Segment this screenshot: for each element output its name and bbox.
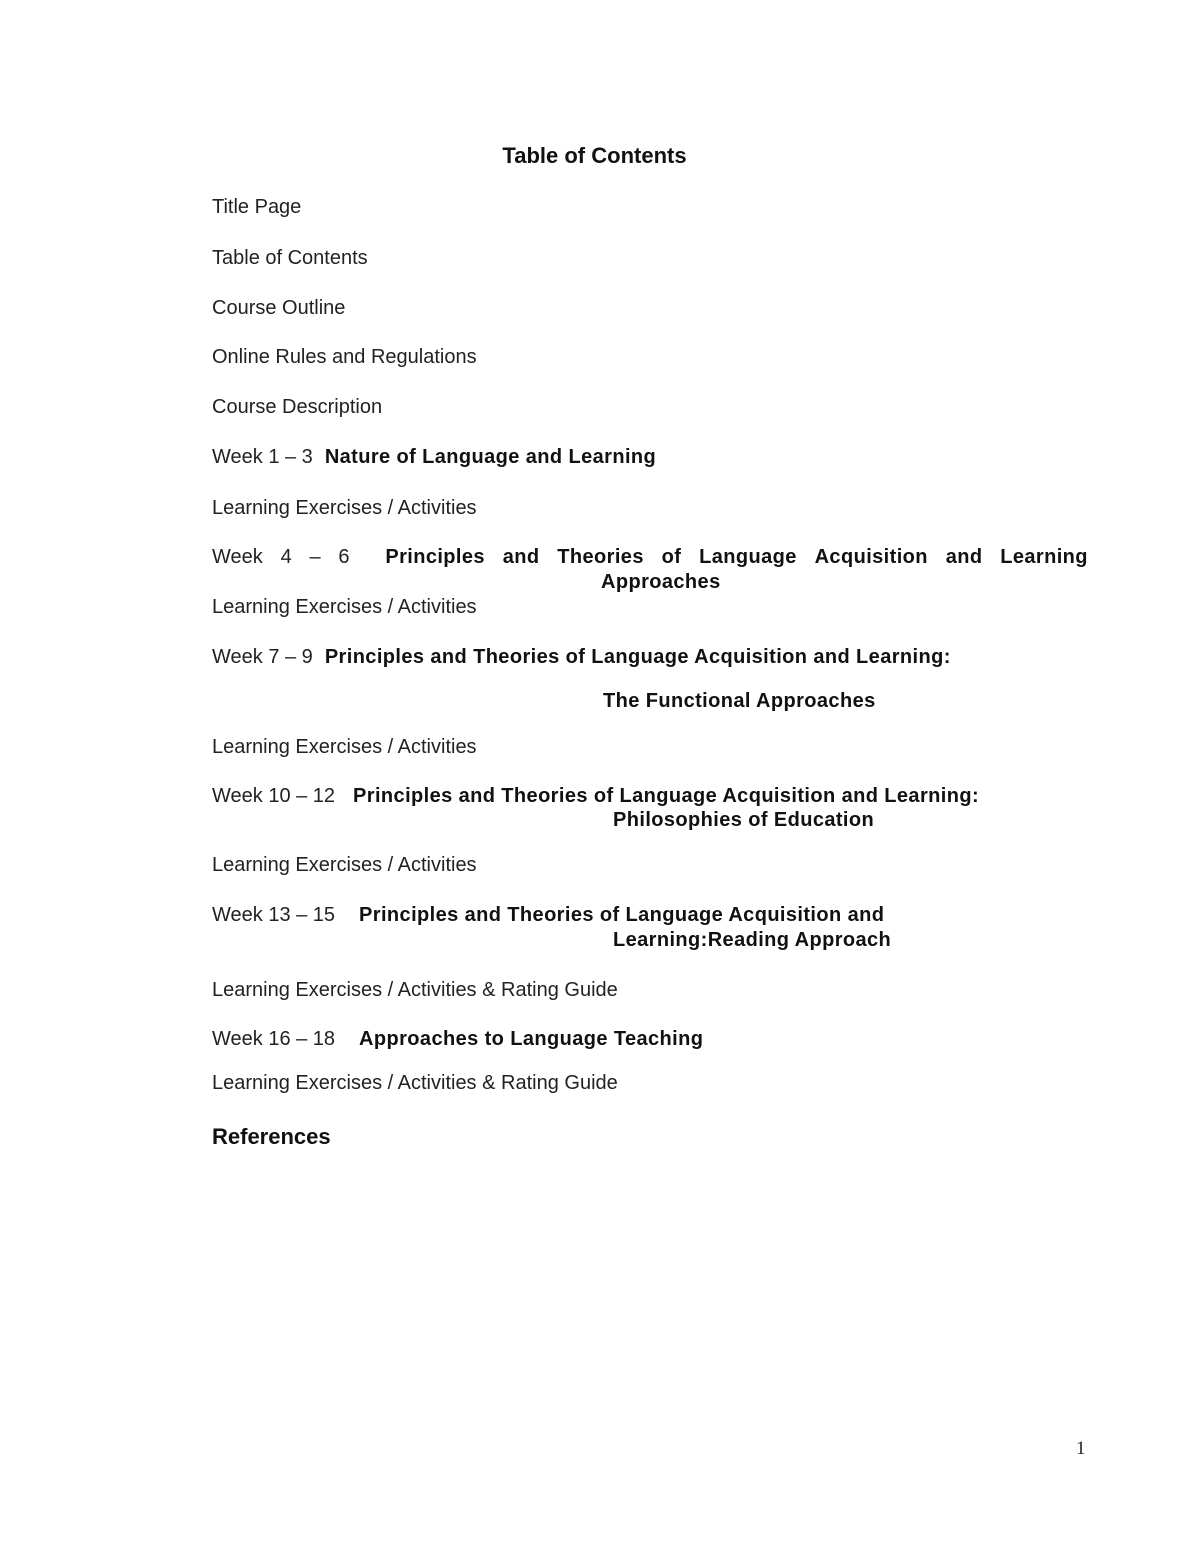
- week-topic: Principles and Theories of Language Acquisition and: [359, 904, 885, 926]
- week-topic: Principles and Theories of Language Acquisition and Learning:: [324, 646, 951, 668]
- week-topic: Nature of Language and Learning: [324, 446, 657, 468]
- week-topic-word: Learning: [1000, 546, 1088, 568]
- week-label: Week 10 – 12: [212, 785, 336, 807]
- week-topic-line2: Approaches: [601, 571, 721, 593]
- week-label: Week 7 – 9: [212, 646, 313, 668]
- page-title: Table of Contents: [502, 143, 687, 168]
- toc-week-7-9: [212, 646, 951, 669]
- toc-week-16-18: [212, 1028, 703, 1051]
- week-topic-word: Acquisition: [814, 546, 928, 568]
- toc-activities-week-4-6: Learning Exercises / Activities: [212, 596, 477, 618]
- week-topic-line2: Learning:Reading Approach: [613, 929, 892, 951]
- toc-week-1-3: [212, 446, 656, 469]
- toc-item-course-description: Course Description: [212, 396, 383, 418]
- toc-activities-week-7-9: Learning Exercises / Activities: [212, 736, 477, 758]
- toc-item-course-outline: Course Outline: [212, 297, 346, 319]
- toc-activities-week-1-3: Learning Exercises / Activities: [212, 497, 477, 519]
- week-label: Week 16 – 18: [212, 1028, 336, 1050]
- toc-week-4-6: [212, 546, 1088, 569]
- toc-week-13-15: [212, 904, 884, 927]
- week-label-word: 6: [338, 546, 350, 568]
- toc-item-table-of-contents: Table of Contents: [212, 247, 368, 269]
- page-number: 1: [1076, 1438, 1086, 1459]
- week-topic-word: and: [502, 546, 540, 568]
- week-topic-word: Theories: [557, 546, 644, 568]
- week-topic-line2: The Functional Approaches: [603, 690, 876, 712]
- week-label-word: Week: [212, 546, 263, 568]
- week-topic: Approaches to Language Teaching: [359, 1028, 704, 1050]
- week-label-word: 4: [280, 546, 292, 568]
- week-label: Week 1 – 3: [212, 446, 313, 468]
- week-label: Week 13 – 15: [212, 904, 336, 926]
- toc-week-10-12: [212, 785, 979, 808]
- toc-activities-week-13-15: Learning Exercises / Activities & Rating Guide: [212, 979, 618, 1001]
- toc-activities-week-10-12: Learning Exercises / Activities: [212, 854, 477, 876]
- week-topic-word: and: [945, 546, 983, 568]
- toc-references: References: [212, 1124, 331, 1149]
- week-topic-word: Language: [699, 546, 797, 568]
- toc-activities-week-16-18: Learning Exercises / Activities & Rating Guide: [212, 1072, 618, 1094]
- week-topic-line2: Philosophies of Education: [613, 809, 875, 831]
- week-topic-word: of: [661, 546, 682, 568]
- toc-item-title-page: Title Page: [212, 196, 302, 218]
- week-topic-word: Principles: [385, 546, 485, 568]
- week-topic: Principles and Theories of Language Acquisition and Learning:: [353, 785, 979, 807]
- toc-item-online-rules: Online Rules and Regulations: [212, 346, 477, 368]
- week-label-word: –: [309, 546, 321, 568]
